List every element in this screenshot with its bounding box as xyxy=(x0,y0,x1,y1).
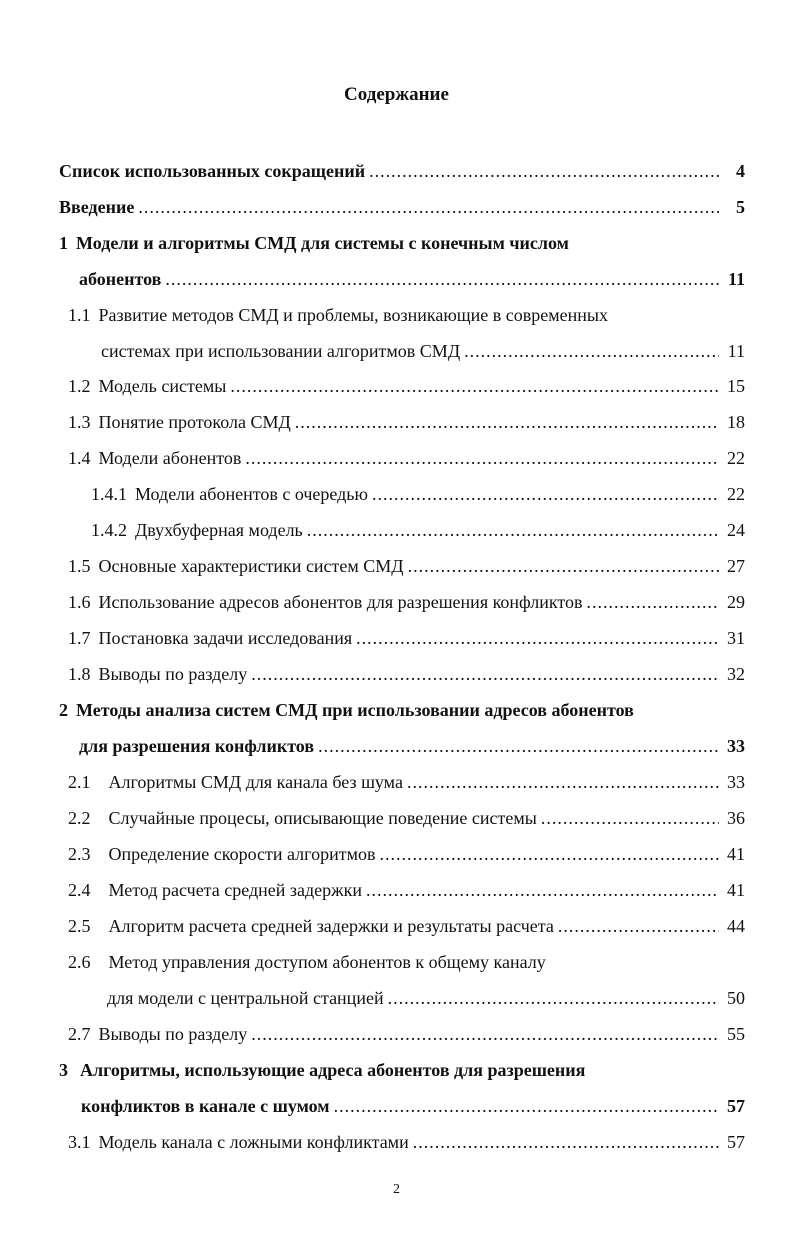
page-title: Содержание xyxy=(344,84,449,105)
page-number: 2 xyxy=(393,1182,400,1197)
toc-entry-number: 1.2 xyxy=(68,376,91,396)
toc-entry-page: 33 xyxy=(727,736,745,756)
toc-entry-chapter-1-line1 xyxy=(59,230,569,256)
toc-entry-number: 2.6 xyxy=(68,952,91,972)
dot-leader xyxy=(334,1093,719,1119)
toc-entry-number: 3 xyxy=(59,1060,68,1080)
toc-entry-2-6-line2 xyxy=(107,985,745,1011)
toc-entry-number: 3.1 xyxy=(68,1132,91,1152)
toc-entry-2-2 xyxy=(68,805,745,831)
toc-entry-number: 1 xyxy=(59,233,68,253)
toc-entry-page: 55 xyxy=(727,1024,745,1044)
dot-leader xyxy=(295,409,719,435)
dot-leader xyxy=(413,1129,719,1155)
toc-entry-text: конфликтов в канале с шумом xyxy=(81,1096,330,1116)
toc-entry-page: 11 xyxy=(727,341,745,361)
dot-leader xyxy=(587,589,719,615)
toc-entry-number: 1.4 xyxy=(68,448,91,468)
toc-entry-number: 1.5 xyxy=(68,556,91,576)
toc-entry-text: для разрешения конфликтов xyxy=(79,736,315,756)
toc-entry-page: 4 xyxy=(736,161,745,181)
toc-entry-text: Метод расчета средней задержки xyxy=(108,880,362,900)
dot-leader xyxy=(230,373,719,399)
toc-entry-text: Двухбуферная модель xyxy=(135,520,303,540)
toc-entry-page: 22 xyxy=(727,484,745,504)
dot-leader xyxy=(251,661,719,687)
toc-entry-text: Введение xyxy=(59,197,135,217)
toc-entry-text: Случайные процесы, описывающие поведение системы xyxy=(108,808,537,828)
toc-entry-text: Модель канала с ложными конфликтами xyxy=(98,1132,409,1152)
toc-entry-text: Модели абонентов с очередью xyxy=(135,484,368,504)
dot-leader xyxy=(558,913,719,939)
toc-entry-number: 1.7 xyxy=(68,628,91,648)
toc-entry-2-5 xyxy=(68,913,745,939)
toc-entry-1-1-line1 xyxy=(68,302,608,328)
toc-entry-1-7 xyxy=(68,625,745,651)
dot-leader xyxy=(356,625,719,651)
toc-entry-page: 57 xyxy=(727,1096,745,1116)
toc-entry-number: 2.3 xyxy=(68,844,91,864)
toc-entry-text: Понятие протокола СМД xyxy=(98,412,291,432)
toc-entry-page: 50 xyxy=(727,988,745,1008)
toc-entry-page: 24 xyxy=(727,520,745,540)
dot-leader xyxy=(251,1021,719,1047)
toc-entry-text: Основные характеристики систем СМД xyxy=(98,556,404,576)
toc-entry-page: 5 xyxy=(736,197,745,217)
toc-entry-number: 2.4 xyxy=(68,880,91,900)
toc-entry-text: Методы анализа систем СМД при использовании адресов абонентов xyxy=(76,700,634,720)
toc-entry-page: 31 xyxy=(727,628,745,648)
dot-leader xyxy=(372,481,719,507)
dot-leader xyxy=(165,266,719,292)
toc-entry-number: 1.4.2 xyxy=(91,520,127,540)
toc-entry-text: Метод управления доступом абонентов к общему каналу xyxy=(108,952,546,972)
toc-entry-text: Модели абонентов xyxy=(98,448,242,468)
toc-entry-number: 1.6 xyxy=(68,592,91,612)
toc-entry-text: Алгоритмы, использующие адреса абонентов для разрешения xyxy=(80,1060,586,1080)
dot-leader xyxy=(138,194,719,220)
dot-leader xyxy=(307,517,719,543)
toc-entry-page: 57 xyxy=(727,1132,745,1152)
toc-entry-2-6-line1 xyxy=(68,949,546,975)
dot-leader xyxy=(366,877,719,903)
toc-entry-2-7 xyxy=(68,1021,745,1047)
toc-entry-1-4-2 xyxy=(91,517,745,543)
dot-leader xyxy=(388,985,719,1011)
dot-leader xyxy=(464,338,719,364)
toc-entry-1-3 xyxy=(68,409,745,435)
toc-entry-introduction xyxy=(59,194,745,220)
toc-entry-page: 41 xyxy=(727,844,745,864)
toc-entry-number: 2.2 xyxy=(68,808,91,828)
dot-leader xyxy=(408,553,719,579)
toc-entry-text: Определение скорости алгоритмов xyxy=(108,844,376,864)
dot-leader xyxy=(379,841,719,867)
toc-entry-abbreviations xyxy=(59,158,745,184)
toc-entry-2-3 xyxy=(68,841,745,867)
toc-entry-1-2 xyxy=(68,373,745,399)
toc-entry-1-4 xyxy=(68,445,745,471)
dot-leader xyxy=(541,805,719,831)
toc-entry-1-8 xyxy=(68,661,745,687)
dot-leader xyxy=(318,733,719,759)
toc-entry-page: 44 xyxy=(727,916,745,936)
toc-entry-page: 27 xyxy=(727,556,745,576)
dot-leader xyxy=(407,769,719,795)
toc-entry-number: 2.7 xyxy=(68,1024,91,1044)
toc-entry-number: 2.5 xyxy=(68,916,91,936)
toc-entry-chapter-3-line2 xyxy=(81,1093,745,1119)
toc-entry-text: Выводы по разделу xyxy=(98,1024,248,1044)
toc-entry-page: 32 xyxy=(727,664,745,684)
toc-entry-page: 41 xyxy=(727,880,745,900)
toc-entry-3-1 xyxy=(68,1129,745,1155)
toc-entry-text: Модели и алгоритмы СМД для системы с конечным числом xyxy=(76,233,569,253)
toc-entry-text: Развитие методов СМД и проблемы, возникающие в современных xyxy=(98,305,608,325)
toc-entry-page: 33 xyxy=(727,772,745,792)
toc-entry-page: 29 xyxy=(727,592,745,612)
toc-entry-1-4-1 xyxy=(91,481,745,507)
dot-leader xyxy=(245,445,719,471)
toc-entry-2-1 xyxy=(68,769,745,795)
toc-entry-text: системах при использовании алгоритмов СМД xyxy=(101,341,461,361)
toc-entry-1-6 xyxy=(68,589,745,615)
toc-entry-1-1-line2 xyxy=(101,338,745,364)
toc-entry-text: Список использованных сокращений xyxy=(59,161,366,181)
toc-entry-number: 1.4.1 xyxy=(91,484,127,504)
toc-entry-page: 36 xyxy=(727,808,745,828)
toc-entry-chapter-2-line1 xyxy=(59,697,634,723)
toc-entry-text: Алгоритм расчета средней задержки и результаты расчета xyxy=(108,916,554,936)
toc-entry-chapter-2-line2 xyxy=(79,733,745,759)
toc-entry-chapter-1-line2 xyxy=(79,266,745,292)
toc-entry-chapter-3-line1 xyxy=(59,1057,585,1083)
toc-entry-text: Модель системы xyxy=(98,376,227,396)
toc-entry-2-4 xyxy=(68,877,745,903)
toc-entry-page: 15 xyxy=(727,376,745,396)
toc-entry-number: 1.8 xyxy=(68,664,91,684)
toc-entry-number: 1.3 xyxy=(68,412,91,432)
toc-entry-text: для модели с центральной станцией xyxy=(107,988,384,1008)
toc-entry-text: Использование адресов абонентов для разрешения конфликтов xyxy=(98,592,583,612)
toc-entry-1-5 xyxy=(68,553,745,579)
toc-entry-text: абонентов xyxy=(79,269,162,289)
toc-entry-number: 2 xyxy=(59,700,68,720)
toc-entry-page: 18 xyxy=(727,412,745,432)
toc-entry-page: 22 xyxy=(727,448,745,468)
toc-entry-text: Выводы по разделу xyxy=(98,664,248,684)
toc-entry-number: 1.1 xyxy=(68,305,91,325)
toc-entry-text: Постановка задачи исследования xyxy=(98,628,353,648)
toc-entry-text: Алгоритмы СМД для канала без шума xyxy=(108,772,403,792)
dot-leader xyxy=(369,158,719,184)
toc-entry-page: 11 xyxy=(727,269,745,289)
toc-entry-number: 2.1 xyxy=(68,772,91,792)
